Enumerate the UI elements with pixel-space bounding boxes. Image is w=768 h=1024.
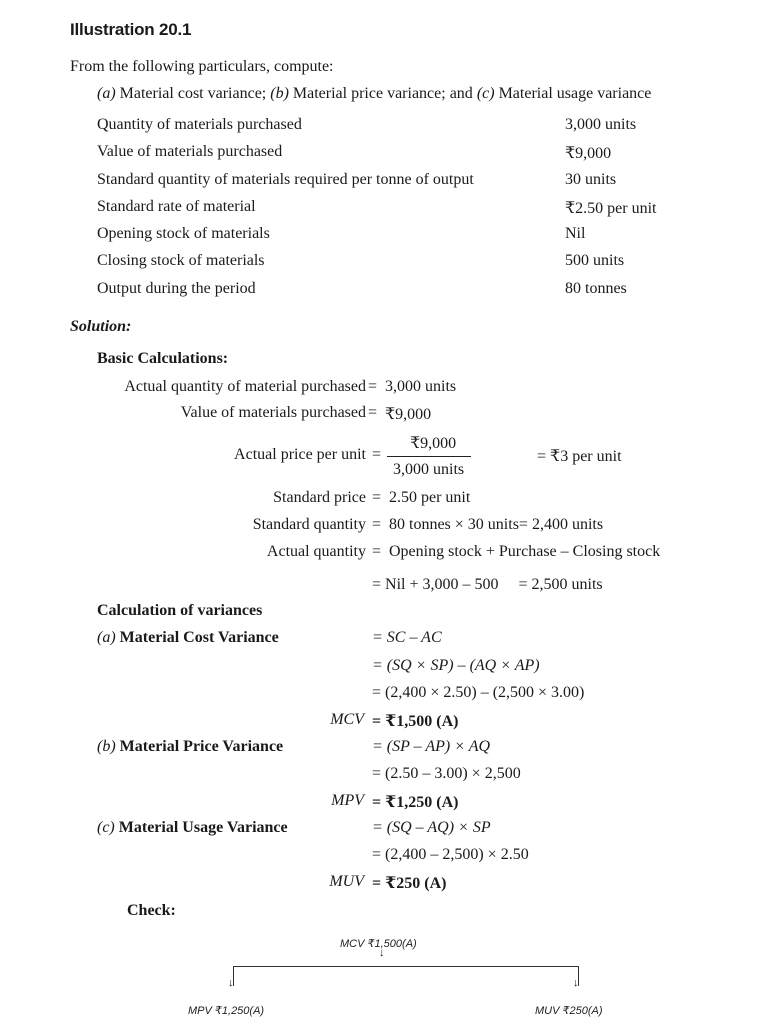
tasks-line <box>97 85 651 103</box>
variance-result: = ₹1,250 (A) <box>372 794 459 811</box>
variance-name: Material Cost Variance <box>119 629 279 646</box>
particular-value: Nil <box>565 225 586 242</box>
calc-equals: = <box>372 516 382 533</box>
particular-label: Value of materials purchased <box>97 143 283 160</box>
variance-abbr: MPV <box>331 792 364 809</box>
formula-line: = (SP – AP) × AQ <box>372 738 491 755</box>
calc-label: Actual quantity <box>266 543 366 560</box>
task-b-label: (b) <box>270 85 289 102</box>
calc-value: ₹9,000 <box>385 406 432 423</box>
formula-line: = (SQ – AQ) × SP <box>372 819 491 836</box>
particular-label: Closing stock of materials <box>97 252 265 269</box>
particular-value: 3,000 units <box>565 116 637 133</box>
calc-equals: = <box>368 404 378 421</box>
solution-label: Solution: <box>70 318 132 335</box>
particular-label: Standard rate of material <box>97 198 256 215</box>
task-c-text: Material usage variance <box>494 85 652 102</box>
formula-line: = (2,400 – 2,500) × 2.50 <box>372 846 529 863</box>
particular-label: Opening stock of materials <box>97 225 270 242</box>
variances-heading: Calculation of variances <box>97 602 263 619</box>
calc-label: Value of materials purchased <box>180 404 366 421</box>
actual-quantity-result: = Nil + 3,000 – 500 = 2,500 units <box>372 576 603 593</box>
variance-c <box>97 819 288 837</box>
arrow-down-icon: ↓ <box>228 977 234 989</box>
calc-equals: = <box>372 543 382 560</box>
calc-label: Standard quantity <box>252 516 366 533</box>
calc-value: 3,000 units <box>385 378 457 395</box>
fraction-denominator: 3,000 units <box>393 461 465 478</box>
particular-value: ₹9,000 <box>565 145 612 162</box>
calc-value: 2.50 per unit <box>389 489 471 506</box>
task-a-text: Material cost variance; <box>115 85 271 102</box>
formula-line: = (SQ × SP) – (AQ × AP) <box>372 657 540 674</box>
arrow-down-icon: ↓ <box>379 947 385 959</box>
arrow-down-icon: ↓ <box>573 977 579 989</box>
variance-abbr: MUV <box>329 873 364 890</box>
tree-right-muv: MUV ₹250(A) <box>535 1005 603 1017</box>
page-title: Illustration 20.1 <box>70 20 192 39</box>
fraction-numerator: ₹9,000 <box>410 435 457 452</box>
particular-value: 80 tonnes <box>565 280 627 297</box>
formula-line: = (2.50 – 3.00) × 2,500 <box>372 765 521 782</box>
particular-label: Output during the period <box>97 280 256 297</box>
particular-value: ₹2.50 per unit <box>565 200 657 217</box>
variance-result: = ₹250 (A) <box>372 875 447 892</box>
basic-calculations-heading: Basic Calculations: <box>97 350 229 367</box>
variance-letter: (b) <box>97 738 116 755</box>
particular-value: 500 units <box>565 252 625 269</box>
actual-price-label: Actual price per unit <box>234 446 366 463</box>
variance-letter: (c) <box>97 819 115 836</box>
formula-line: = SC – AC <box>372 629 442 646</box>
fraction-equals: = <box>372 446 382 463</box>
particular-label: Standard quantity of materials required per tonne of output <box>97 171 474 188</box>
calc-value: Opening stock + Purchase – Closing stock <box>389 543 661 560</box>
particular-value: 30 units <box>565 171 617 188</box>
particular-label: Quantity of materials purchased <box>97 116 302 133</box>
check-label: Check: <box>127 902 176 919</box>
task-a-label: (a) <box>97 85 116 102</box>
variance-name: Material Price Variance <box>119 738 284 755</box>
variance-name: Material Usage Variance <box>118 819 288 836</box>
intro-text: From the following particulars, compute: <box>70 58 334 75</box>
variance-abbr: MCV <box>330 711 364 728</box>
calc-label: Standard price <box>273 489 366 506</box>
variance-letter: (a) <box>97 629 116 646</box>
variance-a <box>97 629 279 647</box>
task-b-text: Material price variance; and <box>288 85 477 102</box>
formula-line: = (2,400 × 2.50) – (2,500 × 3.00) <box>372 684 585 701</box>
fraction-bar <box>387 456 471 457</box>
tree-connector <box>233 966 579 967</box>
calc-value: 80 tonnes × 30 units= 2,400 units <box>389 516 604 533</box>
variance-b <box>97 738 283 756</box>
task-c-label: (c) <box>476 85 495 102</box>
variance-result: = ₹1,500 (A) <box>372 713 459 730</box>
tree-left-mpv: MPV ₹1,250(A) <box>188 1005 265 1017</box>
calc-equals: = <box>368 378 378 395</box>
tree-root-mcv: MCV ₹1,500(A) <box>340 938 417 950</box>
actual-price-result: = ₹3 per unit <box>537 448 622 465</box>
calc-equals: = <box>372 489 382 506</box>
calc-label: Actual quantity of material purchased <box>124 378 366 395</box>
